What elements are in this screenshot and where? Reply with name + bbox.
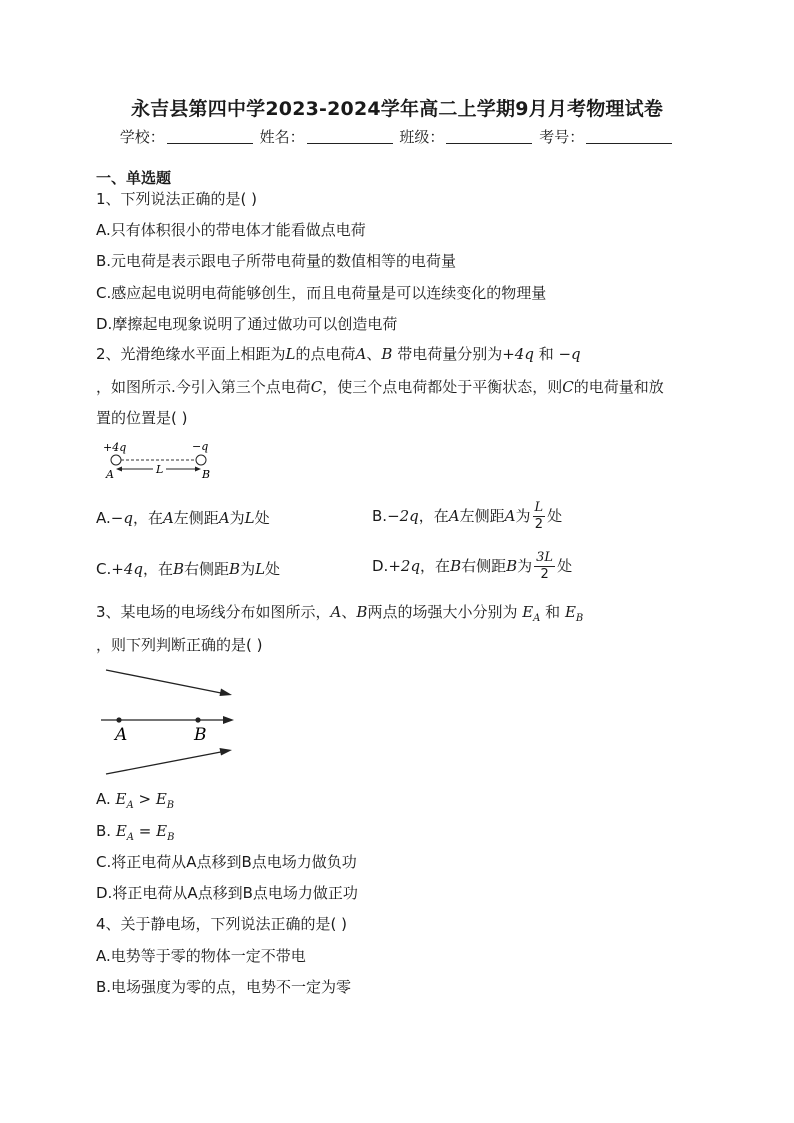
- q2-fig-label-b: B: [202, 468, 211, 481]
- q2-fig-charge-a: [111, 455, 121, 465]
- q4-option-a: A.电势等于零的物体一定不带电: [96, 947, 306, 965]
- q3-field-line-bottom: [106, 751, 226, 774]
- q1-option-b: B.元电荷是表示跟电子所带电荷量的数值相等的电荷量: [96, 252, 457, 270]
- q2-option-b-fraction: $\frac{L}{2}$: [534, 500, 544, 532]
- q3-field-line-top: [106, 670, 226, 694]
- q2-option-d: D.+2q，在B右侧距B为 $\frac{3L}{2}$ 处: [372, 550, 573, 582]
- q2-fig-dim-arrow-left: [116, 467, 122, 472]
- q2-stem-line2: ，如图所示.今引入第三个点电荷C，使三个点电荷都处于平衡状态，则C的电荷量和放: [96, 378, 664, 396]
- q3-label-b: B: [194, 725, 207, 745]
- q1-stem: 1、下列说法正确的是( ): [96, 190, 258, 208]
- q3-field-arrow-top: [220, 689, 233, 697]
- q2-fig-label-a: A: [106, 468, 114, 481]
- q2-option-d-fraction: $\frac{3L}{2}$: [536, 550, 554, 582]
- q3-stem-line2: ，则下列判断正确的是( ): [96, 636, 263, 654]
- q3-field-arrow-middle: [223, 716, 234, 724]
- q2-stem-line3: 置的位置是( ): [96, 409, 188, 427]
- q1-option-d: D.摩擦起电现象说明了通过做功可以创造电荷: [96, 315, 398, 333]
- q3-stem-line1: 3、某电场的电场线分布如图所示，A、B两点的场强大小分别为 $E_A$ 和 $E_B$: [96, 603, 584, 624]
- q3-option-a: A. $E_A > E_B$: [96, 790, 175, 811]
- q2-fig-right-charge: −q: [192, 440, 209, 453]
- q3-option-c: C.将正电荷从A点移到B点电场力做负功: [96, 853, 357, 871]
- exam-title: 永吉县第四中学2023-2024学年高二上学期9月月考物理试卷: [130, 98, 664, 120]
- q3-figure: [98, 664, 240, 780]
- number-blank[interactable]: [586, 127, 672, 144]
- q2-fig-charge-b: [196, 455, 206, 465]
- q2-option-c: C.+4q，在B右侧距B为L处: [96, 560, 281, 578]
- class-blank[interactable]: [446, 127, 532, 144]
- name-label: 姓名：: [259, 128, 305, 146]
- q1-option-a: A.只有体积很小的带电体才能看做点电荷: [96, 221, 366, 239]
- q3-point-b: [195, 717, 200, 722]
- q1-option-c: C.感应起电说明电荷能够创生，而且电荷量是可以连续变化的物理量: [96, 284, 547, 302]
- name-blank[interactable]: [307, 127, 393, 144]
- class-label: 班级：: [399, 128, 445, 146]
- school-blank[interactable]: [167, 127, 253, 144]
- q2-fig-distance-label: L: [156, 463, 164, 476]
- q3-field-arrow-bottom: [220, 748, 233, 756]
- q2-option-a: A.−q，在A左侧距A为L处: [96, 509, 270, 527]
- school-label: 学校：: [119, 128, 165, 146]
- q4-option-b: B.电场强度为零的点，电势不一定为零: [96, 978, 352, 996]
- number-label: 考号：: [539, 128, 585, 146]
- q2-stem-line1: 2、光滑绝缘水平面上相距为L的点电荷A、B 带电荷量分别为+4q 和 −q: [96, 345, 581, 363]
- student-info-line: [0, 126, 794, 147]
- q3-label-a: A: [115, 725, 128, 745]
- q2-option-b: B.−2q，在A左侧距A为 $\frac{L}{2}$ 处: [372, 500, 563, 532]
- q2-fig-dim-arrow-right: [195, 467, 201, 472]
- q2-figure: [100, 438, 220, 482]
- q2-fig-left-charge: +4q: [103, 441, 127, 454]
- q3-point-a: [116, 717, 121, 722]
- q3-option-b: B. $E_A = E_B$: [96, 822, 175, 843]
- q3-option-d: D.将正电荷从A点移到B点电场力做正功: [96, 884, 358, 902]
- section-heading: 一、单选题: [96, 169, 172, 187]
- q4-stem: 4、关于静电场，下列说法正确的是( ): [96, 915, 348, 933]
